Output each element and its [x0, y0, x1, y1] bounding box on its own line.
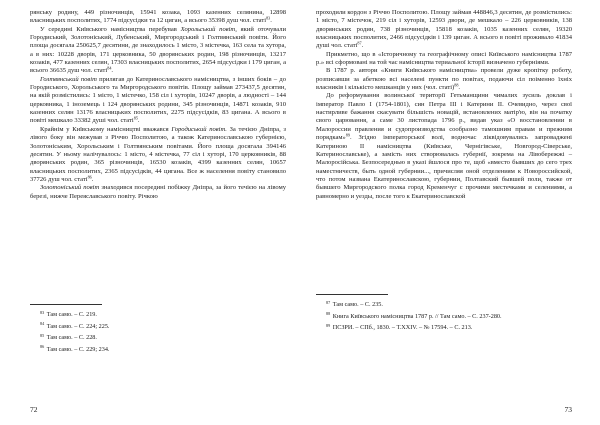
footnote-ref: 84: [107, 66, 112, 72]
footnote-ref: 83: [266, 15, 271, 21]
text-run: В 1787 р. автори «Книги Київського намісництва» провели дуже кропітку роботу, розписавши за абеткою всі населені пункти по повітах, подаючи сіл поіменно їхніх власників і кількісто мешканців у них (чол. статі): [316, 67, 572, 92]
text-run: .: [361, 42, 364, 50]
footnote: [316, 300, 572, 310]
footnote-number: 89: [326, 322, 331, 328]
text-run: знаходився посередині побіжку Дніпра, за його течією на лівому березі, нижче Переяславського повіту. Річкою: [30, 184, 286, 200]
text-run: .: [91, 175, 94, 183]
text-run: У середині Київського намісництва перебував: [40, 25, 181, 33]
footnote-ref: 85: [133, 116, 138, 122]
footnote: [316, 312, 572, 322]
paragraph: [30, 76, 286, 126]
italic-term: Городиський повіт.: [171, 125, 227, 133]
footnote: [316, 323, 572, 333]
footnote: [30, 322, 286, 332]
text-run: . Згідно імператорської волі, водночас ліквідовувались запроваджені Катериною II намісництва (Київське, Чернігівське, Новгород-Сіверське, Катеринославське), а замість них створювалась губернії, зокрема на Лівобережжі – Малоросійська. Безпосереднью в указі йшлося про те, щоб «вместо бывших до сего трех наместничеств, быть одной губернии..., причисляя оной отделениям к Новороссийской, что потом названа Екатеринославскою, губернии, Полтавский бывшей поли, также от бывшего Миргородского полка город Кременчуг с прочими местечками и селениями, а равномерно и уезды, после того к Екатеринославской: [316, 134, 572, 200]
left-page: [30, 0, 286, 425]
footnote-number: 86: [40, 344, 45, 350]
footnote-number: 83: [40, 309, 45, 315]
footnote-text: Там само. – С. 235.: [332, 301, 383, 308]
text-run: .: [458, 84, 461, 92]
left-footnote-rule: [30, 304, 102, 305]
text-run: прилягав до Катеринославського намісництва, з інших боків – до Городиського, Хорольського та Миргородського повітів. Площу займав 273437,5 десятин, на якій розмістились: 1 місто, 1 містечко, 158 сіл і хуторів, 10247 дворів, а людності – 144 церковника, 1 іноземець і 124 дворянських родини, 345 різночинців, 14871 козаків, 910 казенних селян 13176 власницьких посполитих, 2275 підсусідків, 83 цигана. А всього в повіті мешкало 33382 душі чол. статі: [30, 75, 286, 125]
footnote: [30, 345, 286, 355]
italic-term: Хорольський повіт,: [180, 25, 237, 33]
italic-term: Золотоніський повіт: [40, 184, 100, 192]
right-footnote-rule: [316, 294, 388, 295]
footnote: [30, 333, 286, 343]
footnote-number: 85: [40, 332, 45, 338]
footnote-text: Книга Київського намісництва 1787 р. // Там само. – С. 237-280.: [332, 312, 502, 320]
paragraph: [30, 9, 286, 26]
paragraph: [316, 9, 572, 51]
paragraph: [30, 26, 286, 76]
footnote-ref: 88: [454, 82, 459, 88]
footnote-text: Там само. – С. 228.: [46, 334, 97, 342]
right-page-number: 73: [564, 405, 572, 414]
text-run: .: [111, 67, 114, 75]
footnote-ref: 89: [345, 132, 350, 138]
text-run: До реформування волинської території Гетьманщини чималих зусиль доклав і імператор Павло I (1754-1801), син Петра III і Катерини II. Очевидно, через свої настирливе бажання скасувати більшість новацій, встановлених матір'ю, він на початку свого царювання, а саме 30 листопада 1796 р., видав указ «О восстановлении в Малороссии правления и судопроизводства сообразно тамошним правам и прежним порядкам»: [316, 92, 572, 142]
text-run: проходили кордон з Річчю Посполитою. Площу займав 448846,3 десятин, де розмістились: 1 місто, 7 містечок, 219 сіл і хуторів, 12593 двори, де мешкало – 226 церковників, 138 дворянських родин, 738 різночинців, 15818 козаків, 1035 казенних селян, 19320 власницьких посполитих, 2466 підсусідків і 139 циган. А всього в повіті проживало 41834 душі чол. статі: [316, 9, 572, 50]
footnote-text: Там само. – С. 224; 225.: [46, 322, 110, 330]
paragraph: [30, 184, 286, 201]
right-page: [316, 0, 572, 425]
paragraph: [30, 126, 286, 184]
footnote: [30, 310, 286, 320]
right-page-body: [316, 9, 572, 201]
text-run: Прикметно, що в «Історичному та географічному описі Київського намісництва 1787 р.» всі сформовані на той час намісництва териальної історії визначено губерніями.: [316, 50, 572, 67]
text-run: За течією Дніпра, з лівого боку він межував з Річчю Посполитою, а також Катеринославською губернією, Золотоніським, Хорольським і Голтвянським повітами. Його площа досягала 394146 десятин. У ньому налічувалось: 1 місто, 4 містечка, 77 сіл і хуторі, 170 церковників, 88 дворянських родин, 365 різночинців, 16530 козаків, 4399 казенних селян, 10657 власницьких посполитих, 2365 підсусідків, 44 цигана. Все ж населення повіту становило 37726 душ чол. статі: [30, 125, 287, 183]
text-run: рянську родину, 449 різночинців, 15941 козака, 1093 казенних селянина, 12898 власницьких посполитих, 1774 підсусідки та 12 циган, а всього 35398 душ чол. статі: [30, 9, 286, 25]
footnote-number: 84: [40, 321, 45, 327]
paragraph: [316, 51, 572, 68]
footnote-number: 88: [326, 311, 331, 317]
footnote-ref: 87: [357, 40, 362, 46]
footnote-number: 87: [326, 299, 331, 305]
text-run: .: [270, 17, 272, 25]
left-footnotes: [30, 310, 286, 356]
left-page-body: [30, 9, 286, 201]
text-run: Крайнім у Київському намісництві вважався: [40, 125, 172, 133]
italic-term: Голтвянський повіт: [40, 75, 97, 83]
text-run: який оточували Городиський, Золотоніський, Лубенський, Миргородський і Голтвянський повіти. Його площа досягала 250625,7 десятини, де знаходилось 1 місто, 3 містечка, 163 села та хутора, а в них: 10228 дворів, 171 церковника, 50 дворянських родин, 198 різночинців, 13217 козаків, 477 казенних селян, 17303 власницьких посполитих, 2654 підсусідки і 179 циган, а всього 36635 душ чол. статі: [30, 25, 286, 75]
footnote-text: ПСЗРИ. – СПб., 1830. – Т.XXIV. – № 17594. – С. 213.: [332, 324, 473, 332]
footnote-text: Там само. – С. 229; 234.: [46, 345, 110, 353]
paragraph: [316, 67, 572, 92]
left-page-number: 72: [30, 405, 38, 414]
text-run: .: [137, 117, 140, 125]
right-footnotes: [316, 300, 572, 335]
footnote-text: Там само. – С. 219.: [46, 311, 97, 318]
paragraph: [316, 92, 572, 200]
footnote-ref: 86: [87, 174, 92, 180]
